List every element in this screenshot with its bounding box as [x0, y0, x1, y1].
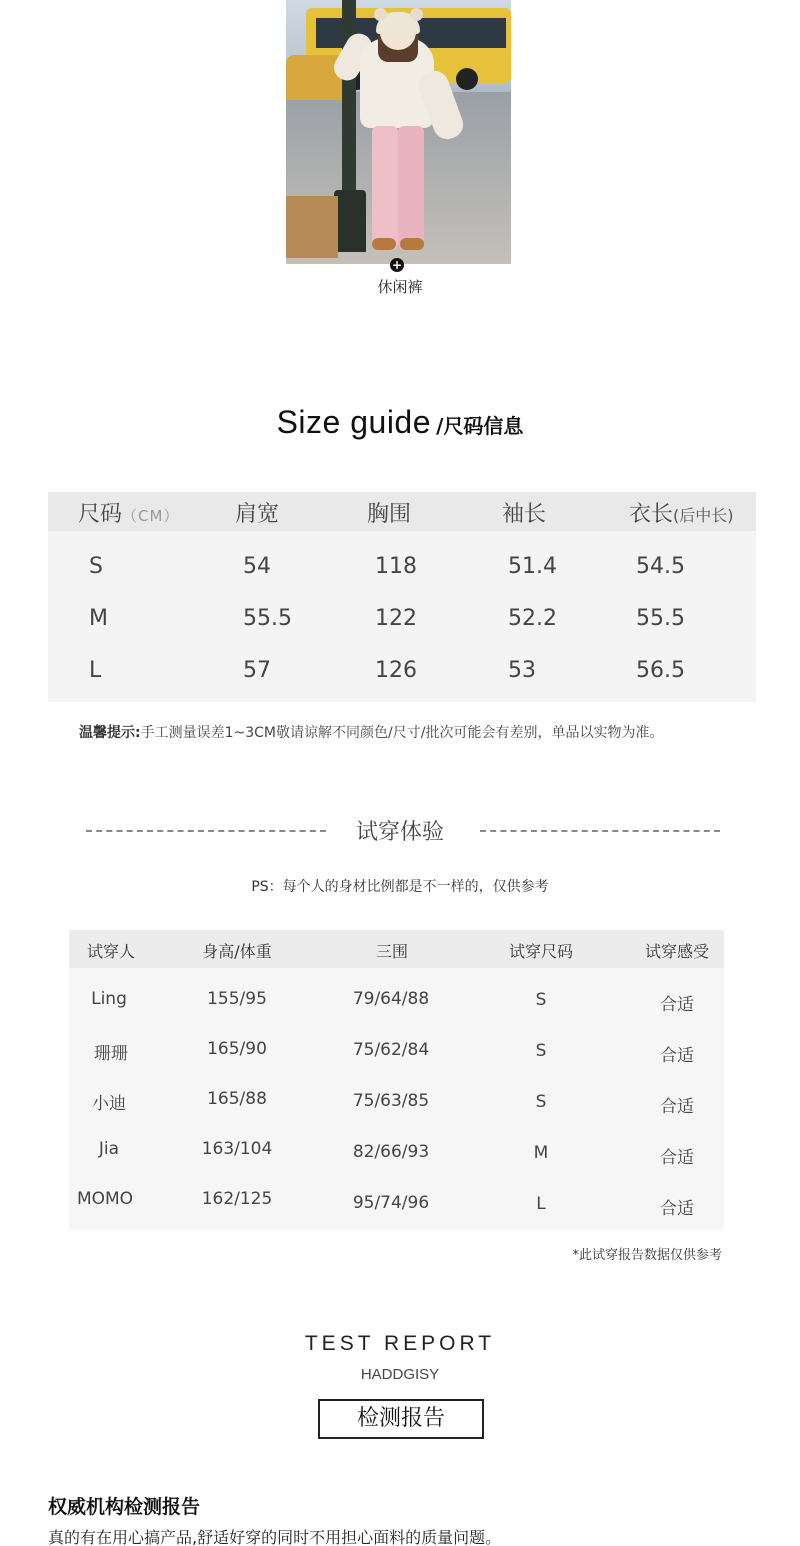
chest-cell: 126 [375, 658, 417, 683]
size-table-header [48, 492, 756, 531]
tester-cell: MOMO [76, 1189, 134, 1209]
tester-cell: Ling [91, 989, 127, 1009]
header-chest: 胸围 [367, 502, 412, 527]
brand-name: HADDGISY [360, 1366, 440, 1383]
length-cell: 56.5 [636, 658, 685, 683]
header-fit-size: 试穿尺码 [508, 942, 574, 961]
fit-size-cell: S [535, 1092, 547, 1112]
fit-feel-cell: 合适 [660, 1097, 694, 1117]
header-size-unit: （CM） [122, 507, 180, 525]
fit-feel-cell: 合适 [660, 995, 694, 1015]
sleeve-cell: 52.2 [508, 606, 557, 631]
measurements-cell: 75/63/85 [352, 1091, 430, 1111]
header-measurements: 三围 [375, 942, 409, 961]
size-cell: M [89, 606, 108, 631]
measurements-cell: 75/62/84 [352, 1040, 430, 1060]
product-photo [286, 0, 511, 264]
header-length-note: (后中长) [673, 506, 734, 525]
size-guide-title [0, 404, 800, 441]
plus-icon[interactable]: + [391, 258, 403, 272]
header-fit-feel: 试穿感受 [644, 942, 710, 961]
fit-size-cell: L [536, 1194, 546, 1214]
fit-size-cell: M [533, 1143, 549, 1163]
fitting-note: *此试穿报告数据仅供参考 [572, 1248, 722, 1263]
product-label: 休闲裤 [377, 278, 423, 296]
fit-size-cell: S [535, 1041, 547, 1061]
authority-report-title: 权威机构检测报告 [48, 1496, 201, 1518]
authority-report-description: 真的有在用心搞产品,舒适好穿的同时不用担心面料的质量问题。 [48, 1528, 502, 1546]
measurements-cell: 79/64/88 [352, 989, 430, 1009]
size-guide-title-en: Size guide [276, 404, 432, 440]
fitting-ps: PS：每个人的身材比例都是不一样的，仅供参考 [251, 879, 549, 895]
length-cell: 54.5 [636, 554, 685, 579]
test-report-button[interactable]: 检测报告 [318, 1399, 484, 1439]
shoulder-cell: 57 [243, 658, 271, 683]
chest-cell: 122 [375, 606, 417, 631]
header-tester: 试穿人 [86, 942, 136, 961]
height-weight-cell: 165/88 [207, 1089, 267, 1109]
chest-cell: 118 [375, 554, 417, 579]
fitting-table [69, 930, 724, 1230]
size-guide-title-zh: /尺码信息 [436, 414, 524, 438]
tip-text: 手工测量误差1~3CM敬请谅解不同颜色/尺寸/批次可能会有差别，单品以实物为准。 [140, 725, 664, 741]
length-cell: 55.5 [636, 606, 685, 631]
fitting-title: 试穿体验 [355, 820, 444, 845]
header-sleeve: 袖长 [502, 502, 547, 527]
size-table [48, 492, 756, 702]
divider-right [480, 830, 720, 832]
fitting-table-header [69, 930, 724, 968]
sleeve-cell: 53 [508, 658, 536, 683]
tester-cell: 珊珊 [94, 1044, 128, 1064]
tip-label: 温馨提示: [79, 725, 141, 741]
tester-cell: Jia [98, 1139, 120, 1159]
shoulder-cell: 54 [243, 554, 271, 579]
size-cell: S [89, 554, 103, 579]
fit-feel-cell: 合适 [660, 1046, 694, 1066]
height-weight-cell: 155/95 [207, 989, 267, 1009]
header-shoulder: 肩宽 [235, 502, 280, 527]
measurements-cell: 95/74/96 [352, 1193, 430, 1213]
fit-size-cell: S [535, 990, 547, 1010]
size-cell: L [89, 658, 102, 683]
measurements-cell: 82/66/93 [352, 1142, 430, 1162]
test-report-title: TEST REPORT [304, 1332, 496, 1355]
sleeve-cell: 51.4 [508, 554, 557, 579]
height-weight-cell: 162/125 [201, 1189, 273, 1209]
shoulder-cell: 55.5 [243, 606, 292, 631]
header-length: 衣长(后中长) [629, 502, 734, 527]
fit-feel-cell: 合适 [660, 1148, 694, 1168]
header-height-weight: 身高/体重 [202, 942, 272, 961]
height-weight-cell: 165/90 [207, 1039, 267, 1059]
fit-feel-cell: 合适 [660, 1199, 694, 1219]
measurement-tip [79, 722, 663, 742]
header-size: 尺码（CM） [78, 502, 180, 527]
tester-cell: 小迪 [92, 1094, 126, 1114]
height-weight-cell: 163/104 [201, 1139, 273, 1159]
